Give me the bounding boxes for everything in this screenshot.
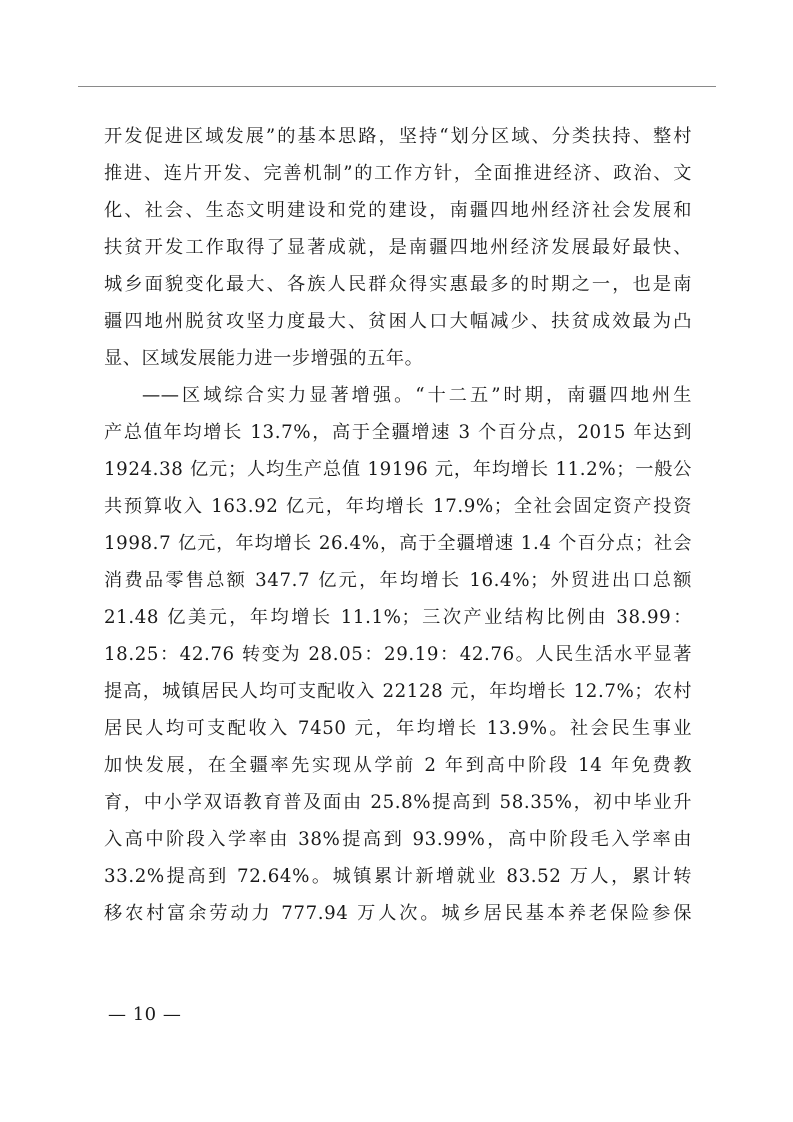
page-number: — 10 — (108, 1004, 182, 1025)
text-line: 1924.38 亿元；人均生产总值 19196 元，年均增长 11.2%；一般公 (104, 459, 692, 480)
text-line: 加快发展，在全疆率先实现从学前 2 年到高中阶段 14 年免费教 (104, 755, 692, 776)
text-line: 开发促进区域发展”的基本思路，坚持“划分区域、分类扶持、整村 (104, 126, 692, 147)
text-line: 显、区域发展能力进一步增强的五年。 (104, 348, 424, 369)
text-line: 推进、连片开发、完善机制”的工作方针，全面推进经济、政治、文 (104, 163, 692, 184)
paragraph-2 (104, 377, 692, 932)
text-line: 居民人均可支配收入 7450 元，年均增长 13.9%。社会民生事业 (104, 718, 692, 739)
text-line: 移农村富余劳动力 777.94 万人次。城乡居民基本养老保险参保 (104, 903, 692, 924)
text-line: 21.48 亿美元，年均增长 11.1%；三次产业结构比例由 38.99： (104, 607, 692, 628)
header-rule (78, 86, 716, 87)
text-line: 育，中小学双语教育普及面由 25.8%提高到 58.35%，初中毕业升 (104, 792, 692, 813)
paragraph-1 (104, 118, 692, 377)
text-line: 扶贫开发工作取得了显著成就，是南疆四地州经济发展最好最快、 (104, 237, 692, 258)
text-line: 城乡面貌变化最大、各族人民群众得实惠最多的时期之一，也是南 (104, 274, 692, 295)
text-line: 消费品零售总额 347.7 亿元，年均增长 16.4%；外贸进出口总额 (104, 570, 692, 591)
text-line: 1998.7 亿元，年均增长 26.4%，高于全疆增速 1.4 个百分点；社会 (104, 533, 692, 554)
text-line: 33.2%提高到 72.64%。城镇累计新增就业 83.52 万人，累计转 (104, 866, 692, 887)
text-line: 18.25：42.76 转变为 28.05：29.19：42.76。人民生活水平显著 (104, 644, 692, 665)
text-line: 化、社会、生态文明建设和党的建设，南疆四地州经济社会发展和 (104, 200, 692, 221)
text-line: 疆四地州脱贫攻坚力度最大、贫困人口大幅减少、扶贫成效最为凸 (104, 311, 692, 332)
text-line: ——区域综合实力显著增强。“十二五”时期，南疆四地州生 (142, 385, 692, 406)
text-line: 提高，城镇居民人均可支配收入 22128 元，年均增长 12.7%；农村 (104, 681, 692, 702)
body-text (104, 118, 692, 932)
text-line: 产总值年均增长 13.7%，高于全疆增速 3 个百分点，2015 年达到 (104, 422, 692, 443)
text-line: 共预算收入 163.92 亿元，年均增长 17.9%；全社会固定资产投资 (104, 496, 692, 517)
text-line: 入高中阶段入学率由 38%提高到 93.99%，高中阶段毛入学率由 (104, 829, 692, 850)
